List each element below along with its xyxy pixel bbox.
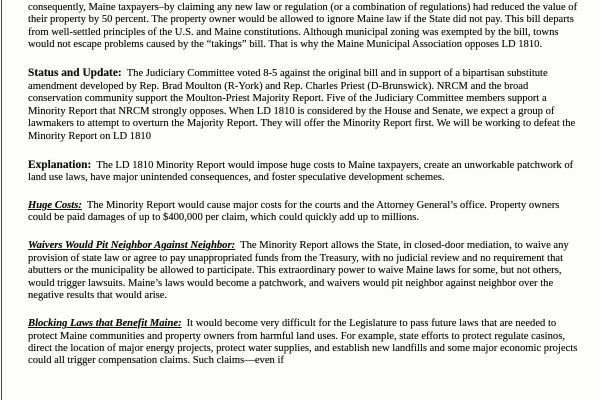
paragraph-text: The Minority Report allows the State, in closed-door mediation, to waive any provision of state law or agree to pay unappropriated funds from the Treasury, with no judicial review and no requirement that abutters or the municipality be allowed to participate. This extraordinary power to waive Maine laws for some, but not others, would trigger lawsuits. Maine’s laws would become a patchwork, and waivers would pit neighbor against neighbor over the negative results that would arise. <box>28 240 569 302</box>
section-heading-waivers: Waivers Would Pit Neighbor Against Neighbor: <box>28 240 236 252</box>
section-heading-blocking-laws: Blocking Laws that Benefit Maine: <box>28 318 182 330</box>
paragraph-huge-costs <box>28 200 578 225</box>
paragraph-waivers <box>28 240 578 302</box>
paragraph-status-update <box>28 67 578 143</box>
section-heading-explanation: Explanation: <box>28 158 92 171</box>
paragraph-explanation <box>28 159 578 185</box>
paragraph-blocking-laws <box>28 318 578 368</box>
paragraph-text: The Minority Report would cause major costs for the courts and the Attorney General’s office. Property owners could be paid damages of up to $400,000 per claim, which could quickly add up to millions. <box>28 199 560 224</box>
paragraph-text: The Judiciary Committee voted 8-5 against the original bill and in support of a bipartisan substitute amendment developed by Rep. Brad Moulton (R-York) and Rep. Charles Priest (D-Brunswick). NRCM and the broad conservation community support the Moulton-Priest Majority Report. Five of the Judiciary Committee members support a Minority Report that NRCM strongly opposes. When LD 1810 is considered by the House and Senate, we expect a group of lawmakers to attempt to overturn the Majority Report. They will offer the Minority Report first. We will be working to defeat the Minority Report on LD 1810 <box>28 68 576 142</box>
paragraph-continuation <box>28 2 578 52</box>
paragraph-text: It would become very difficult for the Legislature to pass future laws that are needed to protect Maine communities and property owners from harmful land uses. For example, state efforts to protect regulate casinos, direct the location of major energy projects, protect water supplies, and establish new landfills and some major economic projects could all trigger compensation claims. Such claims—even if <box>28 318 578 367</box>
paragraph-text: The LD 1810 Minority Report would impose huge costs to Maine taxpayers, create an unworkable patchwork of land use laws, have major unintended consequences, and foster speculative development schemes. <box>28 159 574 183</box>
section-heading-huge-costs: Huge Costs: <box>28 199 82 211</box>
paragraph-text: consequently, Maine taxpayers–by claiming any new law or regulation (or a combination of regulations) had reduced the value of their property by 50 percent. The property owner would be allowed to ignore Maine law if the State did not pay. This bill departs from well-settled principles of the U.S. and Maine constitutions. Although municipal zoning was exempted by the bill, towns would not escape problems caused by the “takings” bill. That is why the Maine Municipal Association opposes LD 1810. <box>28 2 578 51</box>
section-heading-status-update: Status and Update: <box>28 67 122 80</box>
